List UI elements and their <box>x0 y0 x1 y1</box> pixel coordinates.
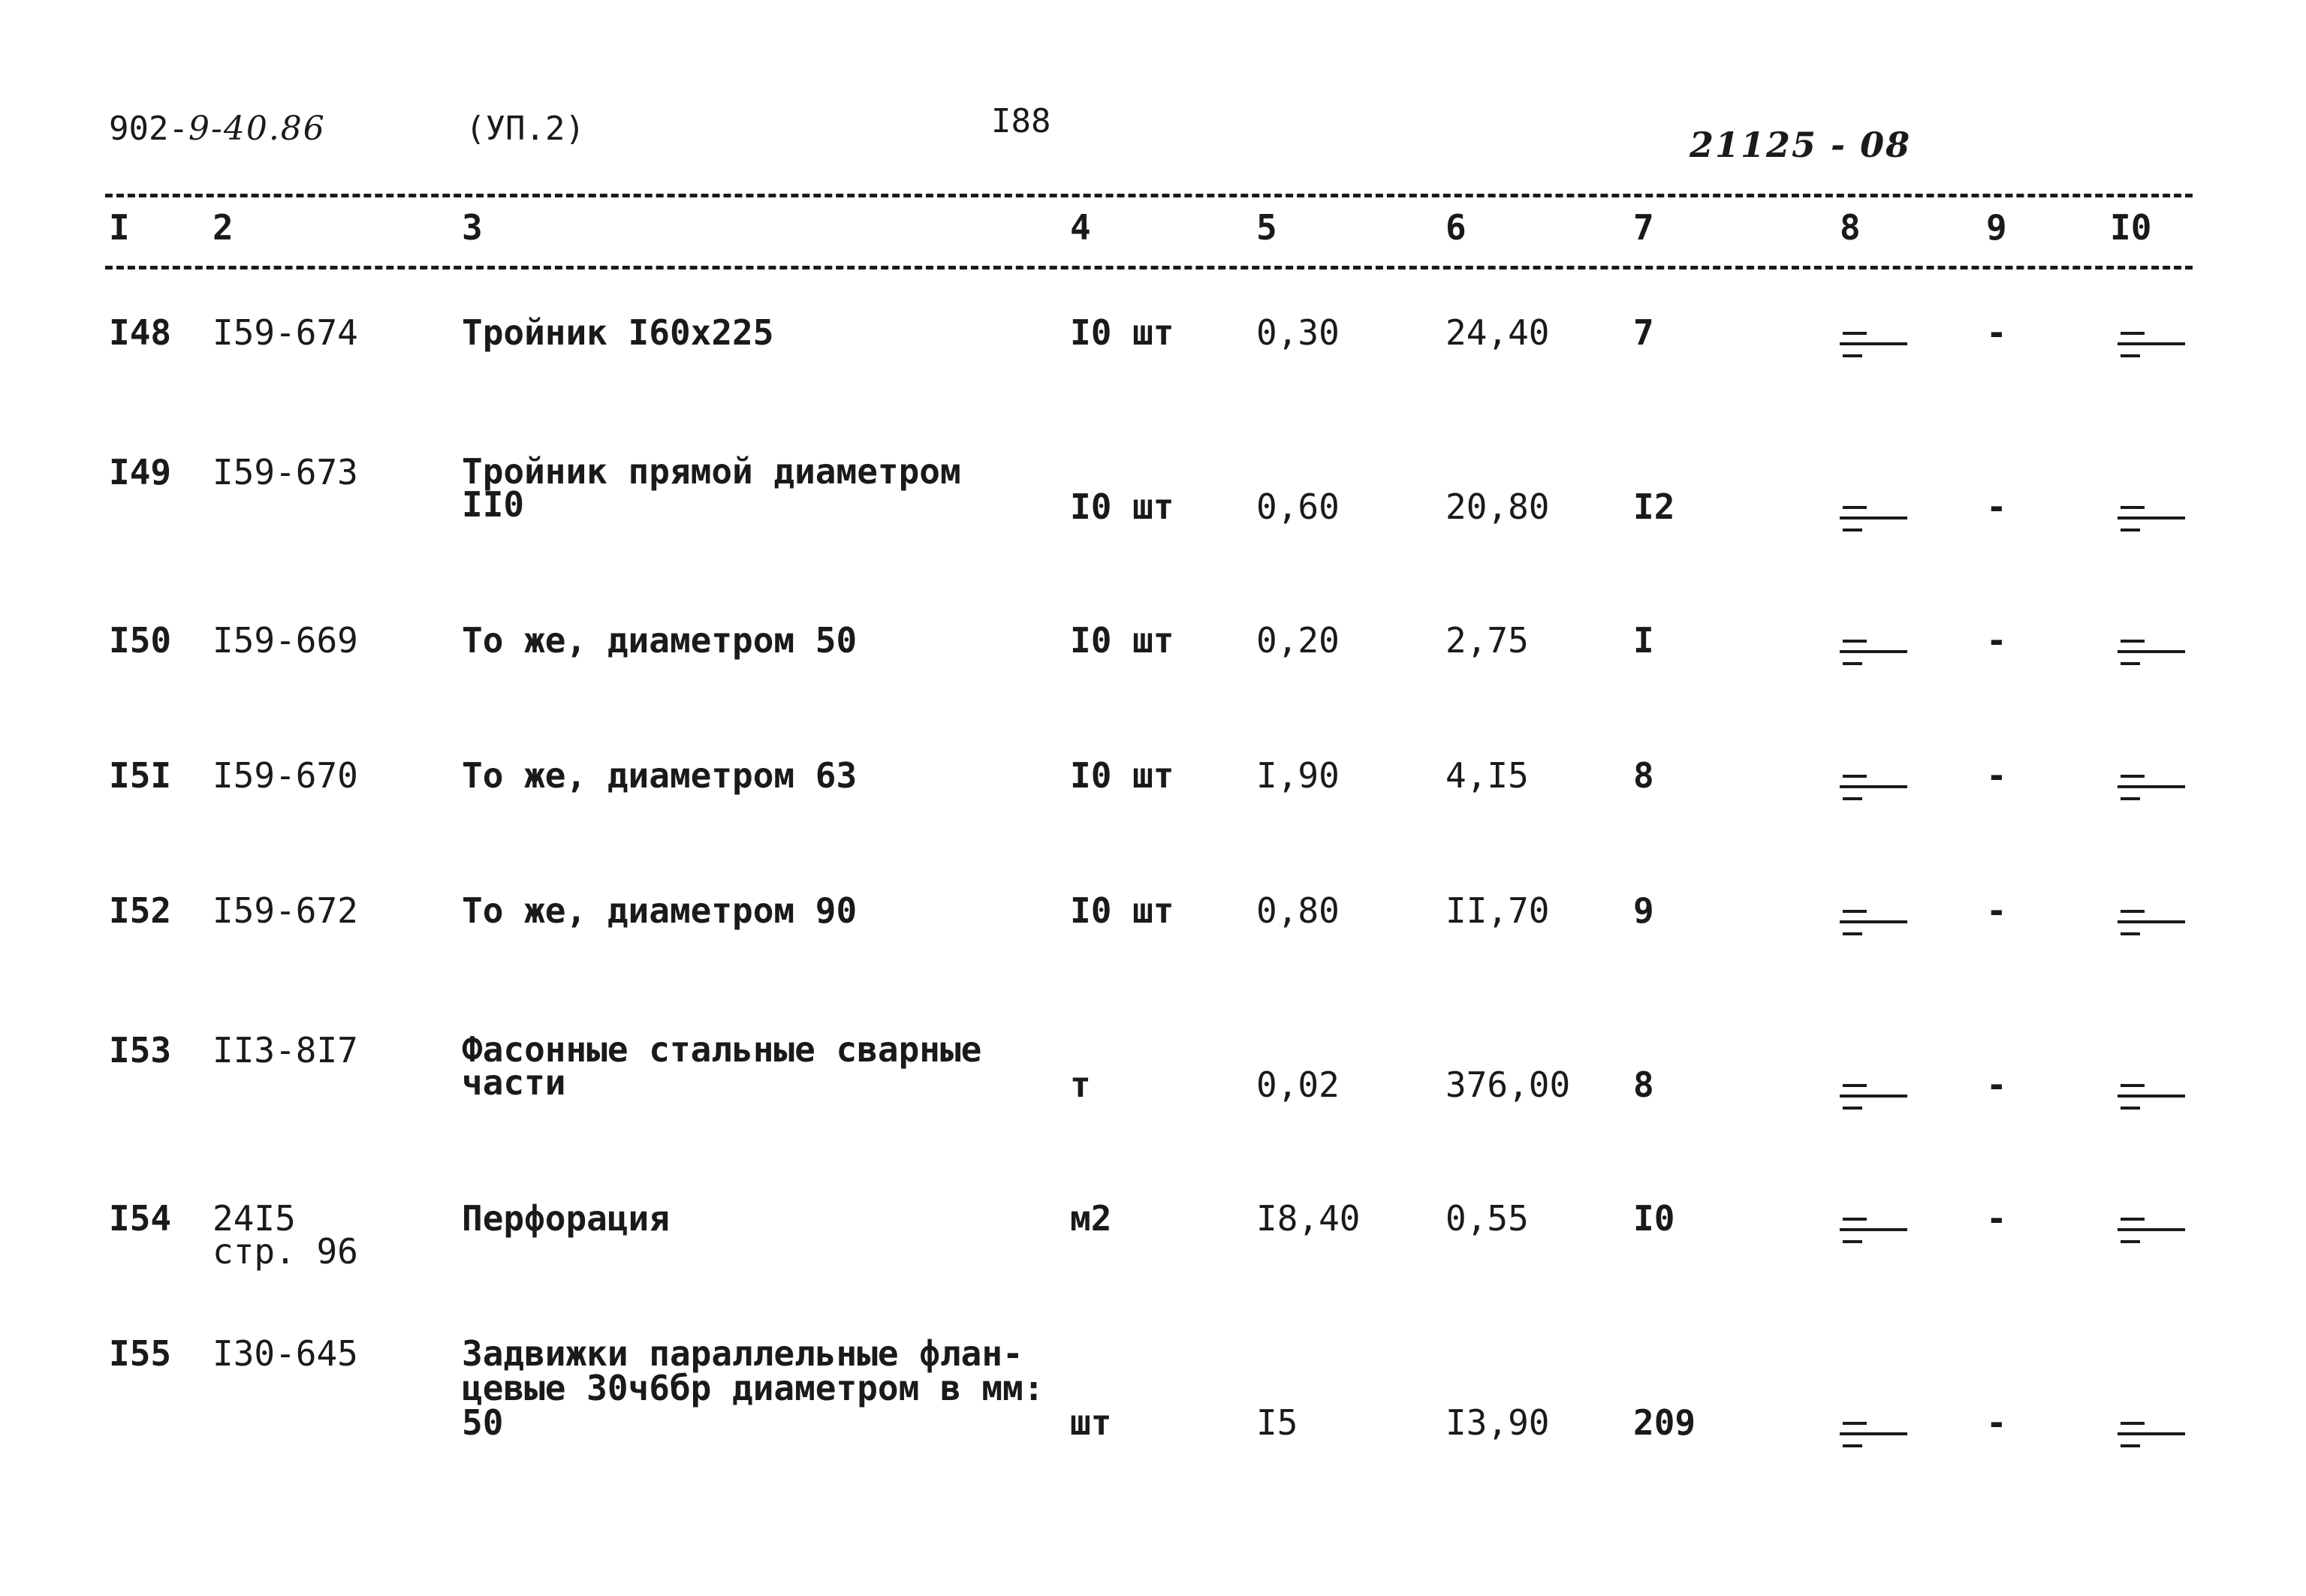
row-quantity: 0,60 <box>1256 486 1340 527</box>
row-number: I48 <box>109 312 172 353</box>
row-unit: I0 шт <box>1070 890 1174 931</box>
row-col7: 9 <box>1633 890 1654 931</box>
row-col9-dash: - <box>1986 486 2007 527</box>
row-number: I52 <box>109 890 172 931</box>
ditto-mark <box>1840 637 1907 667</box>
ditto-mark <box>2118 1419 2185 1449</box>
row-code: I59-674 <box>213 312 358 353</box>
row-col7: I2 <box>1633 486 1675 527</box>
row-col9-dash: - <box>1986 1065 2007 1105</box>
ditto-mark <box>2118 637 2185 667</box>
row-quantity: I8,40 <box>1256 1198 1361 1239</box>
column-header-9: 9 <box>1986 207 2007 248</box>
ditto-mark <box>1840 1215 1907 1245</box>
top-dashed-rule <box>105 194 2193 197</box>
column-header-8: 8 <box>1840 207 1861 248</box>
row-price: 0,55 <box>1445 1198 1529 1239</box>
row-col9-dash: - <box>1986 890 2007 931</box>
document-code-handwritten: 9-40.86 <box>188 110 326 148</box>
row-code: I59-669 <box>213 620 358 661</box>
ditto-mark <box>1840 772 1907 802</box>
column-header-2: 2 <box>213 207 234 248</box>
page-number: I88 <box>991 102 1051 140</box>
row-name: То же, диаметром 50 <box>462 620 858 661</box>
document-code <box>109 110 326 148</box>
ditto-mark <box>2118 329 2185 359</box>
ditto-mark <box>1840 1081 1907 1111</box>
row-col9-dash: - <box>1986 1198 2007 1239</box>
row-col7: I0 <box>1633 1198 1675 1239</box>
row-price: 376,00 <box>1445 1065 1571 1105</box>
document-stamp-number: 21125 - 08 <box>1690 125 1912 165</box>
row-name: Тройник I60x225 <box>462 312 774 353</box>
column-header-5: 5 <box>1256 207 1277 248</box>
row-price: 20,80 <box>1445 486 1550 527</box>
row-quantity: 0,20 <box>1256 620 1340 661</box>
row-quantity: 0,80 <box>1256 890 1340 931</box>
row-unit: м2 <box>1070 1198 1112 1239</box>
column-header-3: 3 <box>462 207 483 248</box>
row-name: То же, диаметром 90 <box>462 890 858 931</box>
row-col7: 7 <box>1633 312 1654 353</box>
column-header-1: I <box>109 207 130 248</box>
ditto-mark <box>2118 503 2185 533</box>
row-unit: I0 шт <box>1070 755 1174 796</box>
row-code: 24I5 <box>213 1198 296 1239</box>
row-name: Фасонные стальные сварные части <box>462 1029 982 1103</box>
row-name: То же, диаметром 63 <box>462 755 858 796</box>
column-header-6: 6 <box>1445 207 1466 248</box>
row-number: I53 <box>109 1030 172 1071</box>
row-col7: 209 <box>1633 1402 1696 1443</box>
row-col7: 8 <box>1633 755 1654 796</box>
row-price: I3,90 <box>1445 1402 1550 1443</box>
row-price: 4,I5 <box>1445 755 1529 796</box>
row-code-page-reference: стр. 96 <box>213 1231 358 1272</box>
row-col7: 8 <box>1633 1065 1654 1105</box>
row-number: I55 <box>109 1333 172 1374</box>
column-header-4: 4 <box>1070 207 1091 248</box>
ditto-mark <box>2118 1081 2185 1111</box>
row-number: I54 <box>109 1198 172 1239</box>
ditto-mark <box>1840 1419 1907 1449</box>
row-price: 24,40 <box>1445 312 1550 353</box>
header-bottom-dashed-rule <box>105 266 2193 270</box>
row-price: 2,75 <box>1445 620 1529 661</box>
row-code: I59-670 <box>213 755 358 796</box>
row-col9-dash: - <box>1986 1402 2007 1443</box>
row-unit: шт <box>1070 1402 1112 1443</box>
ditto-mark <box>2118 772 2185 802</box>
row-name: Перфорация <box>462 1198 670 1239</box>
row-col9-dash: - <box>1986 312 2007 353</box>
row-quantity: I5 <box>1256 1402 1298 1443</box>
row-name: Задвижки параллельные флан- цевые 30ч6бр диаметром в мм: 50 <box>462 1333 1044 1443</box>
column-header-7: 7 <box>1633 207 1654 248</box>
ditto-mark <box>1840 503 1907 533</box>
row-quantity: I,90 <box>1256 755 1340 796</box>
row-col7: I <box>1633 620 1654 661</box>
row-number: I50 <box>109 620 172 661</box>
row-unit: I0 шт <box>1070 620 1174 661</box>
ditto-mark <box>2118 1215 2185 1245</box>
row-name: Тройник прямой диаметром II0 <box>462 451 961 525</box>
ditto-mark <box>1840 907 1907 937</box>
row-code: I59-673 <box>213 452 358 492</box>
row-unit: т <box>1070 1065 1091 1105</box>
album-label: (УП.2) <box>466 110 585 148</box>
column-header-10: I0 <box>2110 207 2152 248</box>
row-number: I49 <box>109 452 172 492</box>
row-quantity: 0,30 <box>1256 312 1340 353</box>
row-col9-dash: - <box>1986 620 2007 661</box>
row-unit: I0 шт <box>1070 312 1174 353</box>
row-col9-dash: - <box>1986 755 2007 796</box>
row-code: I30-645 <box>213 1333 358 1374</box>
row-code: II3-8I7 <box>213 1030 358 1071</box>
row-number: I5I <box>109 755 172 796</box>
document-code-printed: 902- <box>109 110 188 148</box>
row-code: I59-672 <box>213 890 358 931</box>
ditto-mark <box>1840 329 1907 359</box>
row-price: II,70 <box>1445 890 1550 931</box>
ditto-mark <box>2118 907 2185 937</box>
row-quantity: 0,02 <box>1256 1065 1340 1105</box>
row-unit: I0 шт <box>1070 486 1174 527</box>
